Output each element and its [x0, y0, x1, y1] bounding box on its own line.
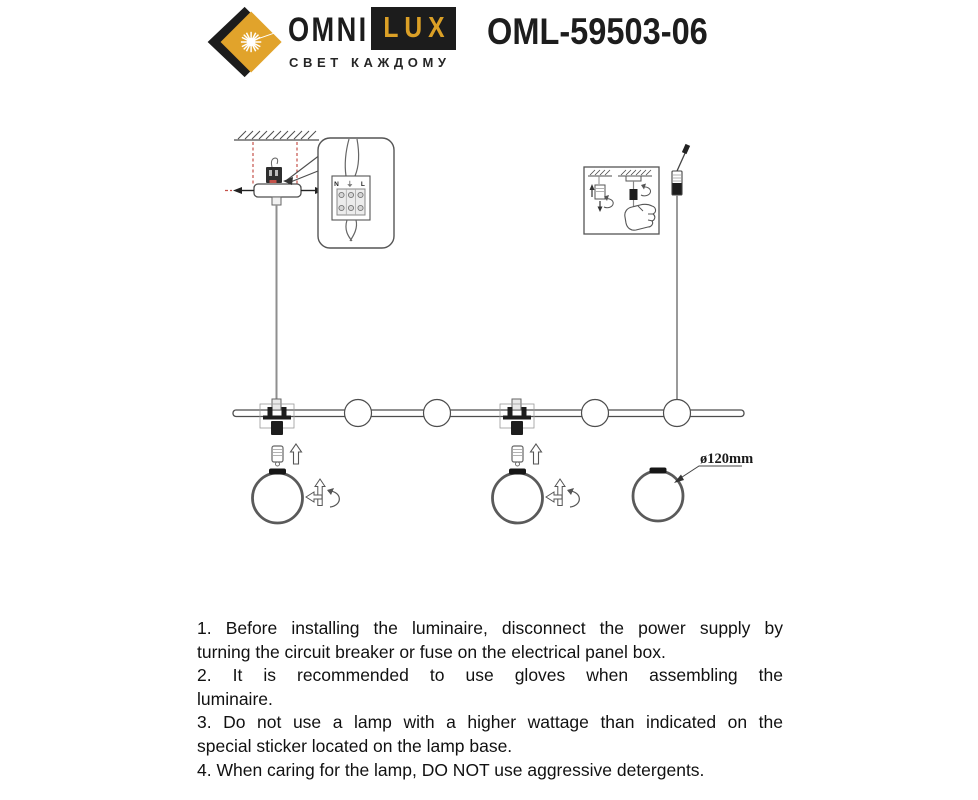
instruction-line: 1. Before installing the luminaire, disconnect the power supply by	[197, 618, 783, 638]
brand-name-lux: LUX	[382, 12, 451, 44]
bulb-position	[582, 400, 609, 427]
instruction-line: 4. When caring for the lamp, DO NOT use aggressive detergents.	[197, 759, 705, 780]
model-number: OML-59503-06	[487, 11, 708, 52]
brand-tagline: СВЕТ КАЖДОМУ	[289, 55, 451, 70]
cord-lock	[630, 189, 638, 200]
bulb-position	[424, 400, 451, 427]
ceiling-hatching	[238, 131, 316, 139]
instruction-line: luminaire.	[197, 688, 273, 709]
cord-grip	[595, 185, 605, 199]
instruction-line: turning the circuit breaker or fuse on the electrical panel box.	[197, 641, 666, 662]
brand-name-omni: OMNI	[288, 11, 369, 49]
globe-with-dimension	[633, 451, 753, 521]
globe-assembly-left	[253, 444, 340, 523]
bulb-position	[664, 400, 691, 427]
terminal-labels: N ⏚ L	[334, 181, 368, 188]
bulb-position	[345, 400, 372, 427]
cord-adjustment-detail-box	[584, 167, 659, 234]
ceiling-canopy-plate	[254, 184, 301, 197]
instruction-line: 3. Do not use a lamp with a higher wattage than indicated on the	[197, 712, 783, 733]
fixture-rod	[233, 400, 744, 427]
instructions-text	[197, 617, 783, 782]
suspension-right	[672, 144, 690, 401]
instruction-line: 2. It is recommended to use gloves when assembling the	[197, 665, 783, 686]
lamp-holder-left	[260, 399, 294, 435]
globe-assembly-middle	[493, 444, 580, 523]
lamp-holder-middle	[500, 399, 534, 435]
dimension-label: ø120mm	[700, 451, 754, 467]
instruction-line: special sticker located on the lamp base.	[197, 735, 513, 756]
